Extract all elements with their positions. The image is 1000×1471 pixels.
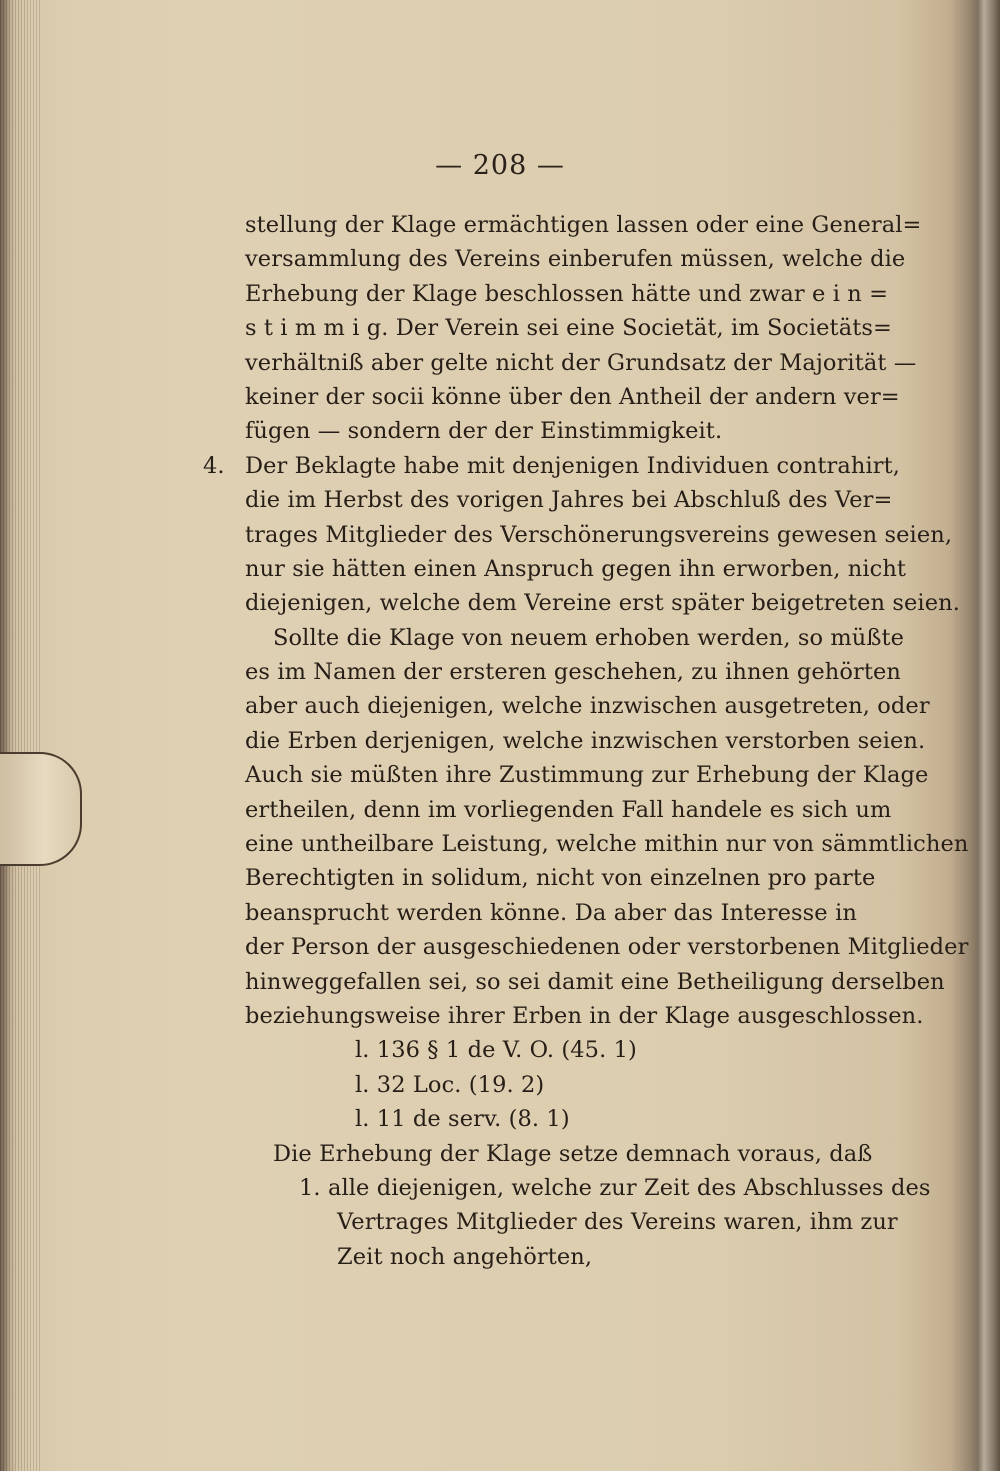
- text-line: ertheilen, denn im vorliegenden Fall handele es sich um: [245, 796, 892, 823]
- text-line: Berechtigten in solidum, nicht von einzelnen pro parte: [245, 865, 876, 892]
- body-text: [203, 208, 969, 1274]
- citation-line: l. 136 § 1 de V. O. (45. 1): [355, 1037, 637, 1064]
- text-line: Sollte die Klage von neuem erhoben werden, so müßte: [273, 624, 905, 651]
- text-line: nur sie hätten einen Anspruch gegen ihn erworben, nicht: [245, 555, 907, 582]
- text-line: diejenigen, welche dem Vereine erst später beigetreten seien.: [245, 590, 960, 617]
- text-line: versammlung des Vereins einberufen müssen, welche die: [245, 246, 906, 273]
- text-line: die im Herbst des vorigen Jahres bei Abschluß des Ver=: [245, 487, 893, 514]
- text-line: eine untheilbare Leistung, welche mithin nur von sämmtlichen: [245, 831, 969, 858]
- text-line: hinweggefallen sei, so sei damit eine Betheiligung derselben: [245, 968, 945, 995]
- text-line: beansprucht werden könne. Da aber das Interesse in: [245, 899, 857, 926]
- text-line: der Person der ausgeschiedenen oder verstorbenen Mitglieder: [245, 934, 969, 961]
- list-item-4: [203, 449, 901, 483]
- text-line: Zeit noch angehörten,: [337, 1243, 593, 1270]
- text-line: aber auch diejenigen, welche inzwischen ausgetreten, oder: [245, 693, 930, 720]
- text-line: die Erben derjenigen, welche inzwischen verstorben seien.: [245, 727, 926, 754]
- text-line: es im Namen der ersteren geschehen, zu ihnen gehörten: [245, 659, 901, 686]
- citation-line: l. 32 Loc. (19. 2): [355, 1071, 545, 1098]
- text-line: s t i m m i g. Der Verein sei eine Societät, im Societäts=: [245, 315, 892, 342]
- text-line: Erhebung der Klage beschlossen hätte und zwar e i n =: [245, 280, 889, 307]
- text-line: [299, 1171, 931, 1205]
- list-marker: 4.: [203, 452, 225, 479]
- text-line: Der Beklagte habe mit denjenigen Individuen contrahirt,: [245, 452, 901, 479]
- text-line: Vertrages Mitglieder des Vereins waren, ihm zur: [337, 1209, 898, 1236]
- text-line: Die Erhebung der Klage setze demnach voraus, daß: [273, 1140, 873, 1167]
- list-item-1: [245, 1171, 931, 1205]
- page-number: — 208 —: [435, 150, 565, 181]
- text-line: keiner der socii könne über den Antheil der andern ver=: [245, 383, 900, 410]
- text-line: Auch sie müßten ihre Zustimmung zur Erhebung der Klage: [245, 762, 929, 789]
- text-line: fügen — sondern der der Einstimmigkeit.: [245, 418, 723, 445]
- text-line: verhältniß aber gelte nicht der Grundsatz der Majorität —: [245, 349, 917, 376]
- list-marker: 1.: [299, 1174, 321, 1201]
- text-line: beziehungsweise ihrer Erben in der Klage ausgeschlossen.: [245, 1002, 924, 1029]
- bookmark-tab: [0, 752, 82, 866]
- text-line: stellung der Klage ermächtigen lassen oder eine General=: [245, 212, 922, 238]
- citation-line: l. 11 de serv. (8. 1): [355, 1106, 570, 1133]
- page-stack-edge: [0, 0, 40, 1471]
- text-line: trages Mitglieder des Verschönerungsvereins gewesen seien,: [245, 521, 953, 548]
- list-text: alle diejenigen, welche zur Zeit des Abschlusses des: [327, 1174, 931, 1201]
